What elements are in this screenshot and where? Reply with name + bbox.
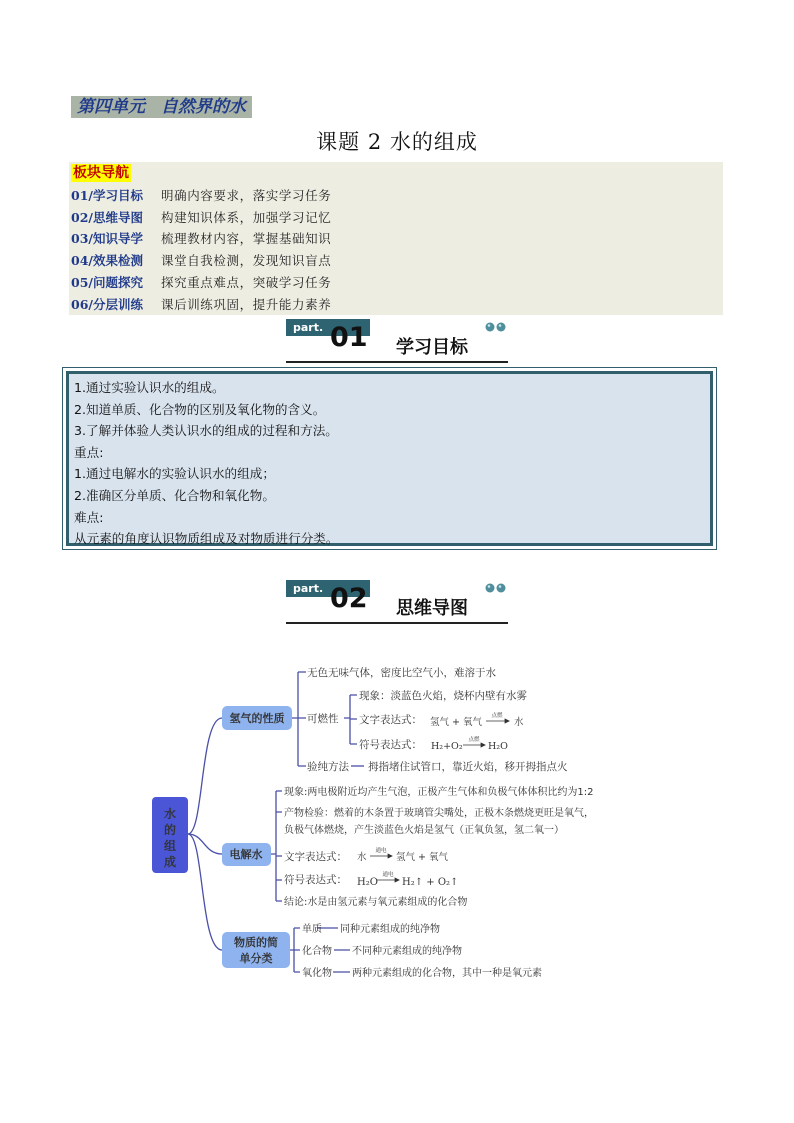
- root-char: 成: [163, 855, 177, 869]
- hydrogen-purity-text: 拇指堵住试管口，靠近火焰，移开拇指点火: [368, 761, 568, 773]
- goal-line: 难点:: [74, 509, 104, 525]
- root-char: 水: [163, 807, 177, 821]
- hydrogen-symbol-eq-left: H₂+O₂: [431, 741, 463, 752]
- nav-desc: 明确内容要求，落实学习任务: [161, 187, 332, 203]
- hydrogen-word-eq-label: 文字表达式：: [359, 714, 422, 726]
- electrolysis-symbol-eq-left: H₂O: [357, 877, 378, 888]
- branch-label: 氢气的性质: [229, 712, 285, 725]
- class-elemental-text: 同种元素组成的纯净物: [340, 924, 440, 935]
- nav-code: 05/问题探究: [71, 275, 143, 291]
- class-oxide-text: 两种元素组成的化合物，其中一种是氧元素: [352, 968, 542, 979]
- electrolysis-symbol-eq-cond: 通电: [382, 872, 394, 878]
- hydrogen-word-eq-cond: 点燃: [491, 713, 503, 719]
- goal-line: 2.知道单质、化合物的区别及氧化物的含义。: [74, 401, 326, 417]
- lesson-title: 课题 2 水的组成: [316, 130, 478, 154]
- hydrogen-symbol-eq-label: 符号表达式：: [359, 739, 422, 751]
- electrolysis-conclusion: 结论:水是由氢元素与氧元素组成的化合物: [284, 897, 468, 908]
- unit-tag: 第四单元 自然界的水: [71, 96, 252, 118]
- goal-line: 1.通过实验认识水的组成。: [74, 380, 225, 395]
- nav-desc: 探究重点难点，突破学习任务: [161, 275, 332, 291]
- class-oxide-label: 氧化物: [302, 968, 332, 979]
- branch-label: 单分类: [239, 952, 273, 965]
- nav-desc: 构建知识体系，加强学习记忆: [161, 209, 332, 225]
- part-tag: part.: [286, 580, 370, 597]
- root-char: 组: [163, 839, 177, 853]
- hydrogen-phenomenon: 现象：淡蓝色火焰，烧杯内壁有水雾: [359, 690, 527, 702]
- nav-code: 04/效果检测: [71, 253, 143, 269]
- part-tag: part.: [286, 319, 370, 336]
- hydrogen-symbol-eq-cond: 点燃: [468, 737, 480, 743]
- electrolysis-phenomenon: 现象:两电极附近均产生气泡，正极产生气体和负极气体体积比约为1:2: [284, 787, 594, 798]
- hydrogen-purity-label: 验纯方法: [307, 761, 349, 773]
- branch-label: 物质的简: [234, 936, 278, 949]
- electrolysis-word-eq-right: 氢气 + 氧气: [396, 852, 448, 863]
- goal-line: 从元素的角度认识物质组成及对物质进行分类。: [74, 531, 339, 547]
- nav-code: 01/学习目标: [71, 187, 143, 203]
- part-title: 思维导图: [396, 598, 468, 619]
- hydrogen-symbol-eq-right: H₂O: [488, 741, 508, 752]
- hydrogen-word-eq-left: 氢气 + 氧气: [430, 717, 482, 728]
- electrolysis-symbol-eq-label: 符号表达式：: [284, 874, 347, 886]
- branch-label: 电解水: [229, 848, 263, 861]
- class-elemental-label: 单质: [302, 924, 322, 935]
- nav-heading: 板块导航: [73, 165, 129, 181]
- class-compound-text: 不同种元素组成的纯净物: [352, 946, 462, 957]
- nav-desc: 课堂自我检测，发现知识盲点: [161, 253, 332, 269]
- goal-line: 重点:: [74, 444, 104, 460]
- goal-line: 1.通过电解水的实验认识水的组成；: [74, 466, 275, 482]
- nav-code: 06/分层训练: [71, 296, 143, 312]
- hydrogen-physical: 无色无味气体，密度比空气小，难溶于水: [307, 667, 496, 679]
- nav-desc: 梳理教材内容，掌握基础知识: [161, 231, 332, 247]
- electrolysis-symbol-eq-right: H₂↑ + O₂↑: [402, 877, 459, 888]
- nav-code: 02/思维导图: [71, 209, 143, 225]
- hydrogen-word-eq-right: 水: [514, 717, 524, 728]
- part-title: 学习目标: [396, 337, 468, 358]
- class-compound-label: 化合物: [302, 946, 332, 957]
- electrolysis-word-eq-label: 文字表达式：: [284, 851, 347, 863]
- electrolysis-word-eq-left: 水: [357, 852, 367, 863]
- electrolysis-word-eq-cond: 通电: [375, 848, 387, 854]
- electrolysis-product-2: 负极气体燃烧，产生淡蓝色火焰是氢气（正氧负氢，氢二氧一）: [284, 825, 564, 836]
- goal-line: 2.准确区分单质、化合物和氧化物。: [74, 487, 275, 503]
- nav-code: 03/知识导学: [71, 231, 143, 247]
- goal-line: 3.了解并体验人类认识水的组成的过程和方法。: [74, 423, 338, 439]
- hydrogen-combustibility: 可燃性: [307, 713, 339, 725]
- electrolysis-product-1: 产物检验：燃着的木条置于玻璃管尖嘴处，正极木条燃烧更旺是氧气，: [284, 808, 594, 819]
- nav-desc: 课后训练巩固，提升能力素养: [161, 296, 332, 312]
- part-number: 02: [330, 583, 368, 614]
- part-number: 01: [330, 322, 368, 353]
- root-char: 的: [163, 823, 177, 837]
